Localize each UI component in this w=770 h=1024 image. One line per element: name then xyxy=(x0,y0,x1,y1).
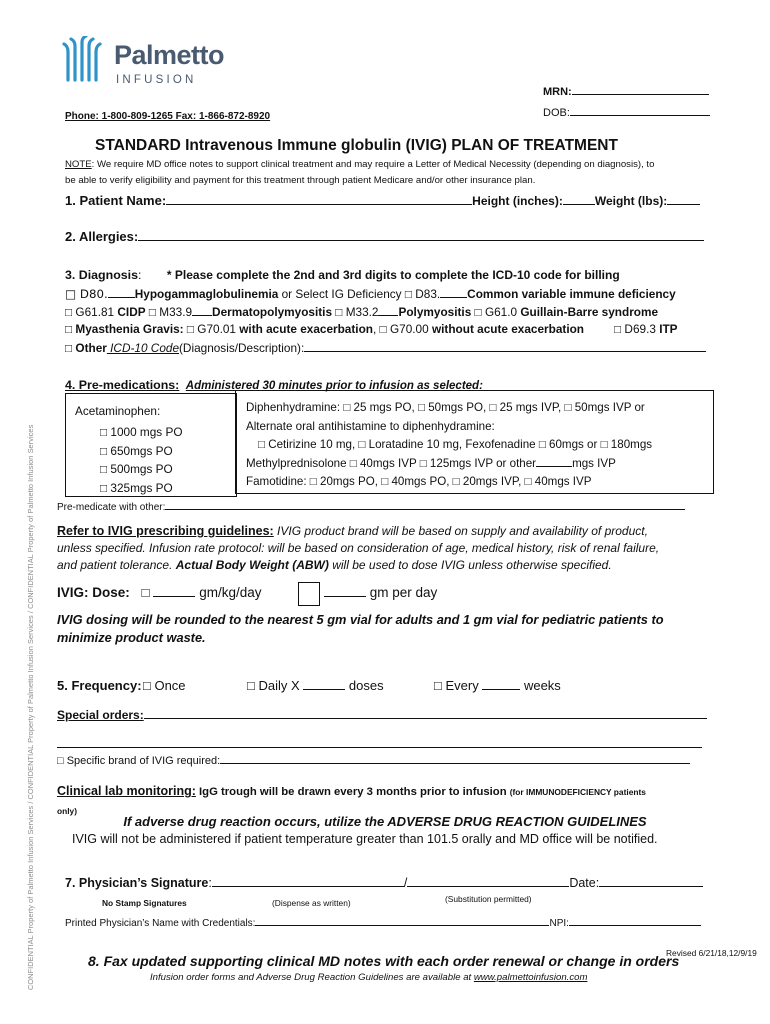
patient-name-field[interactable] xyxy=(166,204,472,205)
allergies-field[interactable] xyxy=(138,240,704,241)
frequency-row xyxy=(57,678,757,693)
dose-gm-field[interactable] xyxy=(324,596,366,597)
dose-kg-checkbox[interactable]: □ xyxy=(141,585,150,600)
g7001-checkbox[interactable]: □ G70.01 xyxy=(183,322,240,336)
note-label: NOTE xyxy=(65,159,92,170)
frequency-once-option[interactable]: □ Once xyxy=(143,678,186,693)
adverse-reaction-note: If adverse drug reaction occurs, utilize the ADVERSE DRUG REACTION GUIDELINES xyxy=(123,814,647,829)
diagnosis-row-1 xyxy=(65,287,676,301)
mrn-field[interactable] xyxy=(543,86,709,98)
rounding-line2: minimize product waste. xyxy=(57,630,206,645)
d693-checkbox[interactable]: □ D69.3 xyxy=(614,322,660,336)
special-orders-label: Special orders: xyxy=(57,708,144,722)
diagnosis-row-2 xyxy=(65,305,658,319)
other-checkbox[interactable]: □ xyxy=(65,341,76,355)
brand-row xyxy=(57,755,690,767)
diagnosis-row-4 xyxy=(65,341,706,355)
note-line2: be able to verify eligibility and payment for this treatment through patient Medicare and/or other insurance plan. xyxy=(65,175,536,186)
diagnosis-colon: : xyxy=(138,268,142,282)
mg-checkbox[interactable]: □ xyxy=(65,322,76,336)
note-line1: : We require MD office notes to support clinical treatment and may require a Letter of Medical Necessity (depending on diagnosis), to xyxy=(91,159,655,170)
d83-checkbox[interactable]: or Select IG Deficiency □ D83. xyxy=(278,287,441,301)
d83-name: Common variable immune deficiency xyxy=(467,287,676,301)
acetaminophen-box xyxy=(65,393,237,497)
allergies-row xyxy=(65,229,704,244)
rounding-line1: IVIG dosing will be rounded to the nearest 5 gm vial for adults and 1 gm vial for pediatric patients to xyxy=(57,612,664,627)
contact-info: Phone: 1-800-809-1265 Fax: 1-866-872-8920 xyxy=(65,111,271,122)
website-link[interactable]: www.palmettoinfusion.com xyxy=(473,972,588,983)
premed-other-label: Pre-medicate with other: xyxy=(57,502,166,513)
m339-checkbox[interactable]: □ M33.9 xyxy=(145,305,193,319)
patient-name-label: 1. Patient Name: xyxy=(65,193,167,208)
signature-subst-field[interactable] xyxy=(407,886,569,887)
date-field[interactable] xyxy=(599,886,703,887)
diphenhydramine-row[interactable]: Diphenhydramine: □ 25 mgs PO, □ 50mgs PO, □ 25 mgs IVP, □ 50mgs IVP or xyxy=(246,401,645,414)
temperature-note: IVIG will not be administered if patient temperature greater than 101.5 orally and MD office will be notified. xyxy=(72,832,658,846)
d80-name: Hypogammaglobulinemia xyxy=(134,287,279,301)
itp-label: ITP xyxy=(659,322,678,336)
diagnosis-description-label: (Diagnosis/Description): xyxy=(179,341,305,355)
npi-label: NPI: xyxy=(549,918,569,929)
dob-label: DOB: xyxy=(543,107,570,119)
guidelines-line3c: will be used to dose IVIG unless otherwise specified. xyxy=(328,558,612,572)
dose-gm-unit: gm per day xyxy=(369,585,438,600)
g7000-label: without acute exacerbation xyxy=(431,322,585,336)
availability-text: Infusion order forms and Adverse Drug Reaction Guidelines are available at xyxy=(150,972,474,983)
cidp-label: CIDP xyxy=(117,305,146,319)
guidelines-line3a: and patient tolerance. xyxy=(57,558,176,572)
palm-leaf-icon xyxy=(62,36,112,84)
signature-label: 7. Physician’s Signature xyxy=(65,876,209,890)
dermatopolymyositis-label: Dermatopolymyositis xyxy=(212,305,333,319)
frequency-daily-option[interactable]: □ Daily X doses xyxy=(247,678,384,693)
logo-subtitle: INFUSION xyxy=(116,74,197,86)
weight-label: Weight (lbs): xyxy=(594,194,668,208)
d80-checkbox[interactable]: □ D80. xyxy=(65,287,108,301)
other-premed-box xyxy=(235,390,714,494)
no-stamp-note: No Stamp Signatures xyxy=(102,898,187,908)
famotidine-row[interactable]: Famotidine: □ 20mgs PO, □ 40mgs PO, □ 20mgs IVP, □ 40mgs IVP xyxy=(246,475,592,489)
lab-monitoring-label: Clinical lab monitoring: xyxy=(57,784,196,798)
page-title: STANDARD Intravenous Immune globulin (IVIG) PLAN OF TREATMENT xyxy=(95,137,618,154)
diagnosis-hint: * Please complete the 2nd and 3rd digits to complete the ICD-10 code for billing xyxy=(166,268,620,282)
weight-field[interactable] xyxy=(667,204,700,205)
guidelines-label: Refer to IVIG prescribing guidelines: xyxy=(57,524,274,538)
other-diagnosis-field[interactable] xyxy=(304,351,706,352)
brand-checkbox-label[interactable]: □ Specific brand of IVIG required: xyxy=(57,755,221,767)
npi-field[interactable] xyxy=(569,925,701,926)
frequency-every-option[interactable]: □ Every weeks xyxy=(434,678,561,693)
acet-325-option[interactable]: □ 325mgs PO xyxy=(100,480,173,495)
special-orders-row xyxy=(57,708,707,722)
frequency-label: 5. Frequency: xyxy=(57,678,142,693)
premed-other-row xyxy=(57,502,685,513)
rounding-note xyxy=(57,611,664,647)
dispense-note: (Dispense as written) xyxy=(272,898,351,908)
revised-date: Revised 6/21/18,12/9/19 xyxy=(666,948,757,958)
diagnosis-heading xyxy=(65,268,620,282)
logo-name: Palmetto xyxy=(114,40,225,70)
methylprednisolone-row[interactable]: Methylprednisolone □ 40mgs IVP □ 125mgs IVP or other mgs IVP xyxy=(246,456,616,470)
premed-other-field[interactable] xyxy=(165,509,685,510)
fax-notice: 8. Fax updated supporting clinical MD notes with each order renewal or change in orders xyxy=(88,953,680,969)
acet-1000-option[interactable]: □ 1000 mgs PO xyxy=(100,425,183,439)
height-field[interactable] xyxy=(563,204,595,205)
other-label: Other xyxy=(75,341,107,355)
diagnosis-row-3 xyxy=(65,322,678,336)
dose-gm-checkbox[interactable] xyxy=(298,582,320,606)
printed-name-field[interactable] xyxy=(255,925,549,926)
acet-500-option[interactable]: □ 500mgs PO xyxy=(100,462,173,476)
substitution-note: (Substitution permitted) xyxy=(445,894,532,904)
m332-checkbox[interactable]: □ M33.2 xyxy=(332,305,379,319)
printed-name-label: Printed Physician’s Name with Credentials: xyxy=(65,918,256,929)
special-orders-field[interactable] xyxy=(144,718,707,719)
lab-monitoring-small2: only) xyxy=(57,806,78,816)
availability-note xyxy=(150,972,587,983)
guidelines-line2: unless specified. Infusion rate protocol: will be based on consideration of age, medical history, risk of renal failure, xyxy=(57,541,660,555)
date-label: Date: xyxy=(569,876,600,890)
note xyxy=(65,157,725,189)
dose-label: IVIG: Dose: xyxy=(57,585,130,600)
lab-monitoring-text: IgG trough will be drawn every 3 months prior to infusion xyxy=(195,786,510,798)
g7000-checkbox[interactable]: , □ G70.00 xyxy=(373,322,432,336)
premed-label: 4. Pre-medications: xyxy=(65,378,180,392)
mrn-label: MRN: xyxy=(543,86,572,98)
mg-label: Myasthenia Gravis: xyxy=(75,322,184,336)
antihistamine-options-row[interactable]: □ Cetirizine 10 mg, □ Loratadine 10 mg, Fexofenadine □ 60mgs or □ 180mgs xyxy=(258,438,653,452)
diagnosis-label: 3. Diagnosis xyxy=(65,268,138,282)
guillain-barre-label: Guillain-Barre syndrome xyxy=(520,305,659,319)
confidential-sidebar-text: CONFIDENTIAL Property of Palmetto Infusion Services / CONFIDENTIAL Property of Palmetto Infusion Services / CONFIDENTIAL Property of Palmetto Infusion Services xyxy=(26,424,35,990)
icd10-label: ICD-10 Code xyxy=(106,341,179,355)
premed-hint: Administered 30 minutes prior to infusion as selected: xyxy=(185,380,483,392)
dob-field[interactable] xyxy=(543,107,710,119)
dose-kg-unit: gm/kg/day xyxy=(199,585,262,600)
special-orders-line2[interactable] xyxy=(57,747,702,748)
g6181-checkbox[interactable]: □ G61.81 xyxy=(65,305,118,319)
dose-gm-row xyxy=(324,585,437,600)
patient-name-row xyxy=(65,193,700,208)
lab-monitoring-small: (for IMMUNODEFICIENCY patients xyxy=(509,787,646,797)
allergies-label: 2. Allergies: xyxy=(65,229,139,244)
guidelines-paragraph xyxy=(57,523,747,574)
acet-650-option[interactable]: □ 650mgs PO xyxy=(100,443,173,458)
height-label: Height (inches): xyxy=(472,194,563,208)
brand-field[interactable] xyxy=(220,763,690,764)
guidelines-line1: IVIG product brand will be based on supply and availability of product, xyxy=(273,524,648,538)
g7001-label: with acute exacerbation xyxy=(239,322,373,336)
acetaminophen-title: Acetaminophen: xyxy=(75,404,161,418)
g610-checkbox[interactable]: □ G61.0 xyxy=(471,305,521,319)
alt-antihistamine-row: Alternate oral antihistamine to diphenhydramine: xyxy=(246,419,495,433)
polymyositis-label: Polymyositis xyxy=(398,305,472,319)
signature-dispense-field[interactable] xyxy=(212,886,404,887)
guidelines-abw: Actual Body Weight (ABW) xyxy=(175,558,329,572)
dose-kg-field[interactable] xyxy=(153,596,195,597)
signature-row: 7. Physician’s Signature: / Date: xyxy=(65,876,703,890)
palmetto-logo xyxy=(62,34,242,94)
dose-row xyxy=(57,585,262,600)
printed-name-row xyxy=(65,918,701,929)
